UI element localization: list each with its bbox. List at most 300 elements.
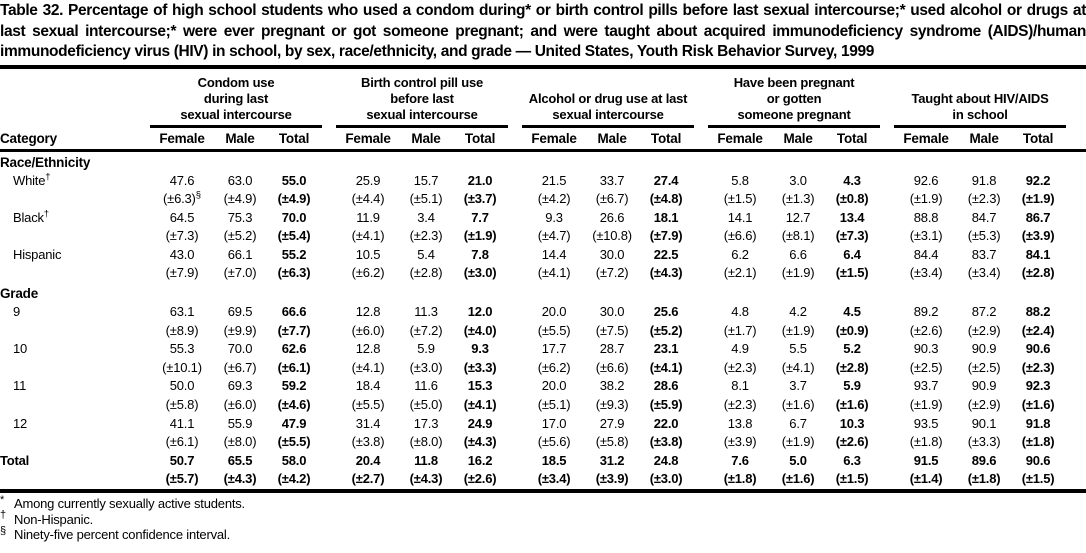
ci-cell: (±2.5) bbox=[967, 359, 1001, 375]
value-cell: 4.2 bbox=[789, 304, 807, 320]
column-gap bbox=[322, 470, 336, 489]
ci-cell: (±4.2) bbox=[537, 191, 571, 207]
column-gap bbox=[508, 303, 522, 322]
ci-cell: (±7.7) bbox=[277, 322, 311, 338]
ci-cell: (±1.6) bbox=[1021, 397, 1055, 413]
value-cell: 92.2 bbox=[1025, 172, 1051, 188]
column-header-male: Male bbox=[400, 126, 452, 150]
value-cell: 83.7 bbox=[971, 246, 997, 262]
ci-cell: (±6.1) bbox=[277, 359, 311, 375]
ci-cell: (±2.7) bbox=[351, 471, 385, 487]
value-cell: 6.7 bbox=[789, 415, 807, 431]
column-gap bbox=[694, 470, 708, 489]
right-margin-spacer bbox=[1066, 415, 1086, 434]
value-cell: 22.0 bbox=[653, 415, 679, 431]
ci-cell: (±1.8) bbox=[909, 434, 943, 450]
value-cell: 24.8 bbox=[653, 452, 679, 468]
ci-cell: (±4.1) bbox=[351, 228, 385, 244]
ci-cell: (±5.5) bbox=[277, 434, 311, 450]
column-header-total: Total bbox=[1010, 126, 1066, 150]
ci-cell: (±3.3) bbox=[463, 359, 497, 375]
ci-cell: (±3.7) bbox=[463, 191, 497, 207]
column-gap bbox=[880, 126, 894, 150]
column-gap bbox=[880, 359, 894, 378]
column-gap bbox=[880, 377, 894, 396]
group-title-line: Condom use bbox=[197, 74, 275, 90]
column-gap bbox=[694, 172, 708, 191]
ci-cell: (±2.6) bbox=[835, 434, 869, 450]
column-gap bbox=[694, 322, 708, 341]
footnote-text: Non-Hispanic. bbox=[14, 511, 94, 527]
section-header: Grade bbox=[0, 286, 39, 302]
column-gap bbox=[508, 172, 522, 191]
ci-cell: (±2.6) bbox=[909, 322, 943, 338]
value-cell: 30.0 bbox=[599, 246, 625, 262]
value-cell: 6.6 bbox=[789, 246, 807, 262]
ci-cell: (±1.9) bbox=[909, 397, 943, 413]
table-row bbox=[0, 209, 1086, 228]
value-cell: 20.4 bbox=[355, 452, 381, 468]
right-margin-spacer bbox=[1066, 322, 1086, 341]
ci-cell: (±3.1) bbox=[909, 228, 943, 244]
column-gap bbox=[322, 415, 336, 434]
ci-cell: (±3.3) bbox=[967, 434, 1001, 450]
ci-cell: (±3.4) bbox=[537, 471, 571, 487]
group-title-line: Have been pregnant bbox=[733, 74, 855, 90]
group-title-line: sexual intercourse bbox=[552, 106, 664, 122]
column-header-total: Total bbox=[638, 126, 694, 150]
value-cell: 5.5 bbox=[789, 341, 807, 357]
value-cell: 18.4 bbox=[355, 378, 381, 394]
group-title-line: sexual intercourse bbox=[180, 106, 292, 122]
ci-cell: (±7.3) bbox=[165, 228, 199, 244]
ci-cell: (±4.8) bbox=[649, 191, 683, 207]
ci-cell: (±4.1) bbox=[781, 359, 815, 375]
column-gap bbox=[880, 470, 894, 489]
section-header: Race/Ethnicity bbox=[0, 154, 91, 170]
ci-cell: (±5.8) bbox=[165, 397, 199, 413]
column-gap bbox=[322, 69, 336, 127]
column-gap bbox=[508, 264, 522, 283]
column-gap bbox=[694, 359, 708, 378]
ci-cell: (±0.9) bbox=[835, 322, 869, 338]
sub-header-row bbox=[0, 126, 1086, 150]
value-cell: 89.2 bbox=[913, 304, 939, 320]
column-gap bbox=[508, 452, 522, 471]
value-cell: 10.5 bbox=[355, 246, 381, 262]
column-gap bbox=[880, 190, 894, 209]
group-title-line: Alcohol or drug use at last bbox=[528, 90, 688, 106]
column-gap bbox=[508, 227, 522, 246]
ci-cell: (±4.7) bbox=[537, 228, 571, 244]
value-cell: 28.6 bbox=[653, 378, 679, 394]
footnote: § Ninety-five percent confidence interval. bbox=[0, 524, 231, 542]
table-row bbox=[0, 227, 1086, 246]
value-cell: 88.8 bbox=[913, 209, 939, 225]
table-row bbox=[0, 359, 1086, 378]
row-label: White† bbox=[13, 171, 51, 188]
ci-cell: (±2.9) bbox=[967, 397, 1001, 413]
right-margin-spacer bbox=[1066, 69, 1086, 127]
column-gap bbox=[508, 359, 522, 378]
right-margin-spacer bbox=[1066, 340, 1086, 359]
group-title-line: in school bbox=[952, 106, 1008, 122]
ci-cell: (±1.6) bbox=[781, 471, 815, 487]
column-gap bbox=[508, 246, 522, 265]
value-cell: 84.7 bbox=[971, 209, 997, 225]
ci-cell: (±4.2) bbox=[277, 471, 311, 487]
value-cell: 7.6 bbox=[731, 452, 749, 468]
ci-cell: (±4.6) bbox=[277, 397, 311, 413]
column-gap bbox=[694, 126, 708, 150]
value-cell: 55.3 bbox=[169, 341, 195, 357]
column-gap bbox=[508, 209, 522, 228]
value-cell: 55.9 bbox=[227, 415, 253, 431]
row-label: 11 bbox=[13, 378, 27, 394]
footnote-reference: † bbox=[45, 171, 51, 183]
ci-cell: (±5.2) bbox=[649, 322, 683, 338]
column-gap bbox=[880, 415, 894, 434]
ci-cell: (±8.0) bbox=[409, 434, 443, 450]
value-cell: 47.9 bbox=[281, 415, 307, 431]
value-cell: 6.4 bbox=[843, 246, 861, 262]
ci-cell: (±1.5) bbox=[835, 471, 869, 487]
ci-cell: (±4.1) bbox=[537, 265, 571, 281]
row-label-spacer bbox=[0, 359, 150, 378]
value-cell: 14.1 bbox=[727, 209, 753, 225]
ci-cell: (±6.2) bbox=[351, 265, 385, 281]
value-cell: 65.5 bbox=[227, 452, 253, 468]
row-label: 12 bbox=[13, 415, 28, 431]
ci-cell: (±5.6) bbox=[537, 434, 571, 450]
value-cell: 89.6 bbox=[971, 452, 997, 468]
ci-cell: (±3.9) bbox=[723, 434, 757, 450]
column-header-female: Female bbox=[336, 126, 400, 150]
right-margin-spacer bbox=[1066, 470, 1086, 489]
column-header-female: Female bbox=[894, 126, 958, 150]
column-header-male: Male bbox=[214, 126, 266, 150]
ci-cell: (±5.2) bbox=[223, 228, 257, 244]
value-cell: 43.0 bbox=[169, 246, 195, 262]
column-header-total: Total bbox=[452, 126, 508, 150]
right-margin-spacer bbox=[1066, 396, 1086, 415]
column-gap bbox=[880, 264, 894, 283]
footnote: † Non-Hispanic. bbox=[0, 509, 94, 527]
table-row bbox=[0, 470, 1086, 489]
ci-cell: (±5.0) bbox=[409, 397, 443, 413]
value-cell: 27.4 bbox=[653, 172, 679, 188]
ci-cell: (±1.9) bbox=[781, 265, 815, 281]
table-body bbox=[0, 150, 1086, 489]
value-cell: 86.7 bbox=[1025, 209, 1051, 225]
ci-cell: (±6.7) bbox=[595, 191, 629, 207]
value-cell: 55.2 bbox=[281, 246, 307, 262]
right-margin-spacer bbox=[1066, 227, 1086, 246]
row-label-spacer bbox=[0, 190, 150, 209]
column-gap bbox=[508, 396, 522, 415]
value-cell: 3.7 bbox=[789, 378, 807, 394]
group-title-line: during last bbox=[203, 90, 269, 106]
right-margin-spacer bbox=[1066, 452, 1086, 471]
group-header-alcohol-drug-use bbox=[522, 69, 694, 127]
ci-cell: (±6.3)§ bbox=[163, 189, 201, 207]
column-gap bbox=[322, 303, 336, 322]
value-cell: 50.7 bbox=[169, 452, 195, 468]
value-cell: 90.9 bbox=[971, 341, 997, 357]
value-cell: 90.3 bbox=[913, 341, 939, 357]
group-title-line: someone pregnant bbox=[737, 106, 851, 122]
value-cell: 47.6 bbox=[169, 172, 195, 188]
ci-cell: (±1.8) bbox=[967, 471, 1001, 487]
column-gap bbox=[322, 322, 336, 341]
ci-cell: (±2.4) bbox=[1021, 322, 1055, 338]
column-gap bbox=[880, 209, 894, 228]
value-cell: 18.1 bbox=[653, 209, 679, 225]
table-row bbox=[0, 340, 1086, 359]
ci-cell: (±7.2) bbox=[409, 322, 443, 338]
ci-cell: (±2.1) bbox=[723, 265, 757, 281]
value-cell: 55.0 bbox=[281, 172, 307, 188]
yrbs-data-table bbox=[0, 69, 1086, 490]
value-cell: 14.4 bbox=[541, 246, 567, 262]
right-margin-spacer bbox=[1066, 264, 1086, 283]
ci-cell: (±4.3) bbox=[223, 471, 257, 487]
column-gap bbox=[694, 69, 708, 127]
ci-cell: (±2.5) bbox=[909, 359, 943, 375]
column-header-male: Male bbox=[772, 126, 824, 150]
column-gap bbox=[508, 415, 522, 434]
row-label-spacer bbox=[0, 470, 150, 489]
ci-cell: (±4.3) bbox=[463, 434, 497, 450]
column-gap bbox=[322, 433, 336, 452]
value-cell: 8.1 bbox=[731, 378, 749, 394]
ci-cell: (±10.1) bbox=[162, 359, 202, 375]
value-cell: 10.3 bbox=[839, 415, 865, 431]
ci-cell: (±5.7) bbox=[165, 471, 199, 487]
column-gap bbox=[322, 452, 336, 471]
table-title: Table 32. Percentage of high school students who used a condom during* or birth control pills before last sexual intercourse;* used alcohol or drugs at last sexual intercourse;* were ever pregnant or got someone pregnant; and were taught about acquired immunodeficiency syndrome (AIDS)/human immunodeficiency virus (HIV) in school, by sex, race/ethnicity, and grade — United States, Youth Risk Behavior Survey, 1999 bbox=[0, 2, 1086, 60]
value-cell: 58.0 bbox=[281, 452, 307, 468]
column-header-total: Total bbox=[824, 126, 880, 150]
ci-cell: (±3.9) bbox=[595, 471, 629, 487]
value-cell: 30.0 bbox=[599, 304, 625, 320]
ci-cell: (±1.6) bbox=[835, 397, 869, 413]
row-label: Hispanic bbox=[13, 246, 62, 262]
ci-cell: (±6.0) bbox=[351, 322, 385, 338]
value-cell: 9.3 bbox=[545, 209, 563, 225]
ci-cell: (±2.3) bbox=[723, 359, 757, 375]
column-gap bbox=[694, 396, 708, 415]
column-gap bbox=[694, 264, 708, 283]
right-margin-spacer bbox=[1066, 126, 1086, 150]
column-group-header-row bbox=[0, 69, 1086, 127]
value-cell: 22.5 bbox=[653, 246, 679, 262]
right-margin-spacer bbox=[1066, 359, 1086, 378]
column-gap bbox=[508, 69, 522, 127]
table-row bbox=[0, 322, 1086, 341]
row-label: 10 bbox=[13, 341, 28, 357]
value-cell: 12.8 bbox=[355, 341, 381, 357]
column-gap bbox=[508, 377, 522, 396]
column-header-male: Male bbox=[958, 126, 1010, 150]
ci-cell: (±6.6) bbox=[723, 228, 757, 244]
ci-cell: (±5.5) bbox=[351, 397, 385, 413]
ci-cell: (±1.9) bbox=[463, 228, 497, 244]
row-label-spacer bbox=[0, 322, 150, 341]
ci-cell: (±1.8) bbox=[1021, 434, 1055, 450]
value-cell: 11.9 bbox=[356, 209, 380, 225]
table-row bbox=[0, 246, 1086, 265]
value-cell: 15.7 bbox=[413, 172, 439, 188]
column-gap bbox=[880, 452, 894, 471]
footnote: * Among currently sexually active students. bbox=[0, 493, 245, 511]
footnote-text: Among currently sexually active students. bbox=[14, 496, 245, 511]
column-gap bbox=[322, 190, 336, 209]
ci-cell: (±2.3) bbox=[409, 228, 443, 244]
value-cell: 41.1 bbox=[169, 415, 195, 431]
value-cell: 13.8 bbox=[727, 415, 753, 431]
ci-cell: (±6.1) bbox=[165, 434, 199, 450]
table-row bbox=[0, 283, 1086, 303]
value-cell: 28.7 bbox=[599, 341, 625, 357]
value-cell: 75.3 bbox=[227, 209, 253, 225]
ci-cell: (±6.2) bbox=[537, 359, 571, 375]
ci-cell: (±1.9) bbox=[781, 322, 815, 338]
column-gap bbox=[322, 126, 336, 150]
column-gap bbox=[694, 190, 708, 209]
ci-cell: (±1.9) bbox=[781, 434, 815, 450]
column-gap bbox=[322, 172, 336, 191]
value-cell: 25.6 bbox=[653, 304, 679, 320]
ci-cell: (±2.3) bbox=[1021, 359, 1055, 375]
footnote-reference: † bbox=[43, 208, 50, 220]
ci-cell: (±3.8) bbox=[351, 434, 385, 450]
column-gap bbox=[322, 359, 336, 378]
column-gap bbox=[880, 303, 894, 322]
group-title-line: Taught about HIV/AIDS bbox=[911, 90, 1049, 106]
ci-cell: (±3.0) bbox=[649, 471, 683, 487]
column-header-female: Female bbox=[708, 126, 772, 150]
value-cell: 18.5 bbox=[541, 452, 567, 468]
column-gap bbox=[880, 172, 894, 191]
value-cell: 5.8 bbox=[731, 172, 749, 188]
ci-cell: (±6.3) bbox=[277, 265, 311, 281]
value-cell: 88.2 bbox=[1025, 304, 1051, 320]
ci-cell: (±3.8) bbox=[649, 434, 683, 450]
footnote-reference: § bbox=[195, 189, 201, 201]
column-gap bbox=[880, 322, 894, 341]
value-cell: 90.6 bbox=[1025, 341, 1051, 357]
ci-cell: (±4.3) bbox=[409, 471, 443, 487]
ci-cell: (±3.4) bbox=[967, 265, 1001, 281]
row-label: 9 bbox=[13, 304, 21, 320]
ci-cell: (±5.9) bbox=[649, 397, 683, 413]
ci-cell: (±1.5) bbox=[1021, 471, 1055, 487]
value-cell: 24.9 bbox=[467, 415, 493, 431]
column-gap bbox=[880, 246, 894, 265]
column-gap bbox=[694, 433, 708, 452]
group-title-line: sexual intercourse bbox=[366, 106, 478, 122]
ci-cell: (±5.1) bbox=[409, 191, 443, 207]
value-cell: 59.2 bbox=[281, 378, 307, 394]
ci-cell: (±3.0) bbox=[409, 359, 443, 375]
column-gap bbox=[880, 227, 894, 246]
table-row bbox=[0, 303, 1086, 322]
value-cell: 84.1 bbox=[1025, 246, 1051, 262]
column-gap bbox=[880, 340, 894, 359]
right-margin-spacer bbox=[1066, 246, 1086, 265]
value-cell: 20.0 bbox=[541, 378, 567, 394]
right-margin-spacer bbox=[1066, 172, 1086, 191]
value-cell: 87.2 bbox=[971, 304, 997, 320]
group-header-birth-control bbox=[336, 69, 508, 127]
footnotes bbox=[0, 493, 1086, 543]
row-label-spacer bbox=[0, 227, 150, 246]
ci-cell: (±1.4) bbox=[909, 471, 943, 487]
value-cell: 17.3 bbox=[413, 415, 439, 431]
ci-cell: (±8.0) bbox=[223, 434, 257, 450]
row-label: Black† bbox=[13, 208, 50, 225]
row-label-spacer bbox=[0, 264, 150, 283]
value-cell: 12.8 bbox=[355, 304, 381, 320]
column-gap bbox=[322, 340, 336, 359]
ci-cell: (±5.5) bbox=[537, 322, 571, 338]
ci-cell: (±5.8) bbox=[595, 434, 629, 450]
ci-cell: (±8.9) bbox=[165, 322, 199, 338]
ci-cell: (±4.9) bbox=[277, 191, 311, 207]
value-cell: 5.9 bbox=[417, 341, 435, 357]
row-label-spacer bbox=[0, 433, 150, 452]
column-gap bbox=[694, 246, 708, 265]
value-cell: 3.0 bbox=[789, 172, 807, 188]
ci-cell: (±2.8) bbox=[1021, 265, 1055, 281]
row-label-spacer bbox=[0, 396, 150, 415]
column-gap bbox=[322, 396, 336, 415]
ci-cell: (±4.4) bbox=[351, 191, 385, 207]
column-gap bbox=[880, 69, 894, 127]
ci-cell: (±0.8) bbox=[835, 191, 869, 207]
value-cell: 33.7 bbox=[599, 172, 625, 188]
value-cell: 91.8 bbox=[1025, 415, 1051, 431]
value-cell: 5.2 bbox=[843, 341, 861, 357]
ci-cell: (±1.3) bbox=[781, 191, 815, 207]
column-gap bbox=[322, 246, 336, 265]
ci-cell: (±1.7) bbox=[723, 322, 757, 338]
table-row bbox=[0, 396, 1086, 415]
column-header-female: Female bbox=[522, 126, 586, 150]
value-cell: 84.4 bbox=[913, 246, 939, 262]
ci-cell: (±10.8) bbox=[592, 228, 632, 244]
value-cell: 25.9 bbox=[355, 172, 381, 188]
ci-cell: (±7.9) bbox=[165, 265, 199, 281]
column-gap bbox=[880, 433, 894, 452]
column-gap bbox=[322, 227, 336, 246]
value-cell: 23.1 bbox=[653, 341, 679, 357]
ci-cell: (±4.3) bbox=[649, 265, 683, 281]
value-cell: 7.7 bbox=[471, 209, 489, 225]
ci-cell: (±2.8) bbox=[835, 359, 869, 375]
table-row bbox=[0, 452, 1086, 471]
ci-cell: (±7.5) bbox=[595, 322, 629, 338]
table-row bbox=[0, 172, 1086, 191]
value-cell: 3.4 bbox=[417, 209, 435, 225]
value-cell: 21.0 bbox=[467, 172, 493, 188]
table-row bbox=[0, 415, 1086, 434]
right-margin-spacer bbox=[1066, 377, 1086, 396]
table-row bbox=[0, 433, 1086, 452]
right-margin-spacer bbox=[1066, 433, 1086, 452]
column-gap bbox=[880, 396, 894, 415]
